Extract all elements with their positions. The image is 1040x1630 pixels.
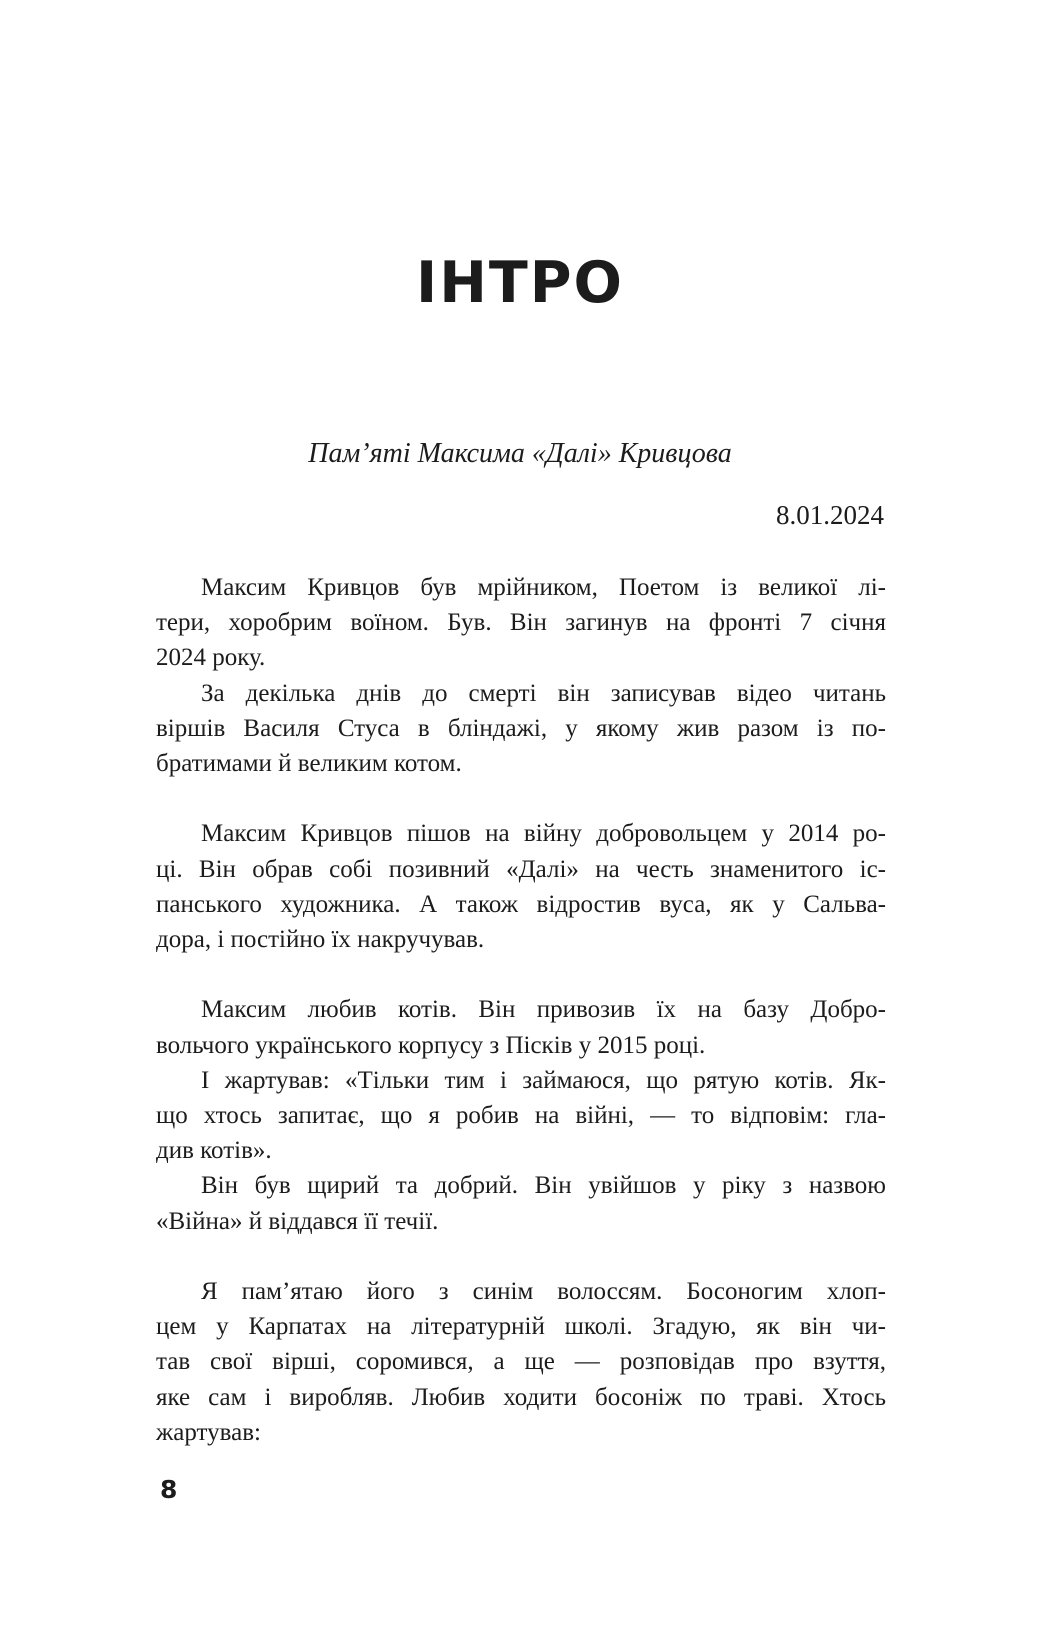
text-line: див котів». <box>156 1137 272 1165</box>
paragraph <box>156 676 886 782</box>
text-line: яке сам і виробляв. Любив ходити босоніж по траві. Хтось <box>156 1383 886 1411</box>
text-line: Він був щирий та добрий. Він увійшов у ріку з назвою <box>201 1172 886 1200</box>
text-line: тав свої вірші, соромився, а ще — розповідав про взуття, <box>156 1348 886 1376</box>
text-line: За декілька днів до смерті він записував відео читань <box>201 679 886 707</box>
dedication-line: Пам’яті Максима «Далі» Кривцова <box>308 438 732 469</box>
text-line: ці. Він обрав собі позивний «Далі» на честь знаменитого іс- <box>156 855 886 883</box>
text-line: дора, і постійно їх накручував. <box>156 926 485 954</box>
text-line: вольчого українського корпусу з Пісків у 2015 році. <box>156 1031 706 1059</box>
text-line: І жартував: «Тільки тим і займаюся, що рятую котів. Як- <box>201 1066 886 1094</box>
paragraph <box>156 992 886 1062</box>
text-line: жартував: <box>156 1418 261 1446</box>
text-line: Максим Кривцов був мрійником, Поетом із великої лі- <box>201 574 886 601</box>
paragraph <box>156 1168 886 1238</box>
text-line: Максим Кривцов пішов на війну добровольцем у 2014 ро- <box>201 820 886 848</box>
text-line: 2024 року. <box>156 644 266 672</box>
text-line: що хтось запитає, що я робив на війні, — то відповім: гла- <box>156 1102 886 1130</box>
text-line: братимами й великим котом. <box>156 750 462 778</box>
text-line: панського художника. А також відростив вуса, як у Сальва- <box>156 890 886 918</box>
paragraph <box>156 1274 886 1450</box>
text-line: цем у Карпатах на літературній школі. Згадую, як він чи- <box>156 1313 886 1341</box>
text-line: Максим любив котів. Він привозив їх на базу Добро- <box>201 996 886 1024</box>
text-line: «Війна» й віддався її течії. <box>156 1207 439 1235</box>
page-number: 8 <box>160 1475 178 1504</box>
paragraph <box>156 816 886 957</box>
chapter-title: ІНТРО <box>415 250 625 316</box>
text-line: віршів Василя Стуса в бліндажі, у якому жив разом із по- <box>156 714 886 742</box>
text-line: тери, хоробрим воїном. Був. Він загинув на фронті 7 січня <box>156 609 886 637</box>
paragraph <box>156 570 886 676</box>
text-line: Я пам’ятаю його з синім волоссям. Босоногим хлоп- <box>201 1278 886 1306</box>
date-line: 8.01.2024 <box>776 500 884 530</box>
body-text <box>156 570 886 1450</box>
paragraph <box>156 1063 886 1169</box>
